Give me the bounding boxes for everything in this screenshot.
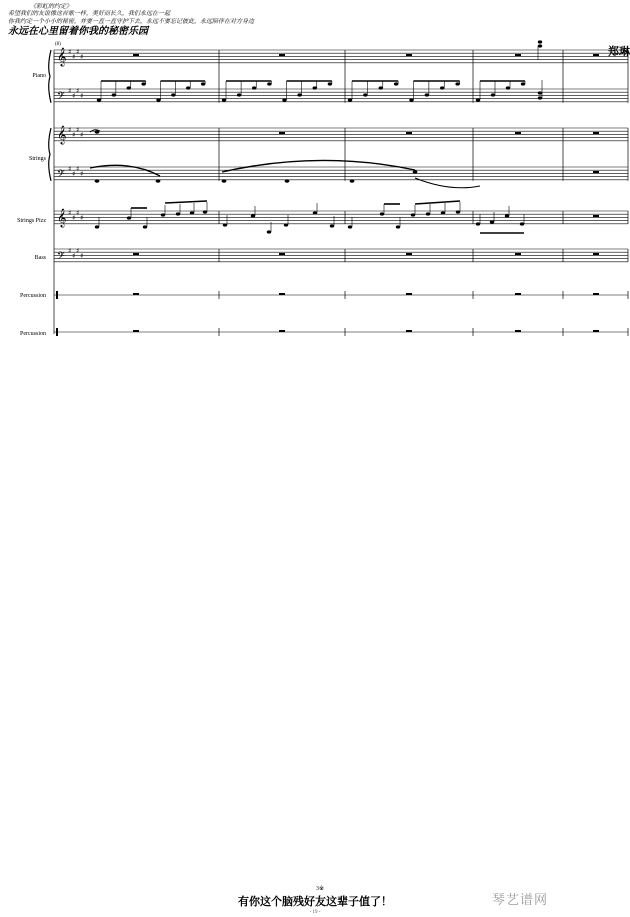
watermark: 琴艺谱网 xyxy=(492,893,549,908)
notehead xyxy=(330,224,334,227)
notehead xyxy=(379,86,383,89)
notehead xyxy=(156,98,160,101)
notehead xyxy=(112,93,116,96)
notehead xyxy=(350,179,355,182)
sharp-sign: ♯ xyxy=(76,247,80,255)
notehead xyxy=(440,86,444,89)
notehead xyxy=(491,93,495,96)
notehead xyxy=(490,220,494,223)
notehead xyxy=(538,91,542,94)
beam xyxy=(165,201,207,203)
footer-caption: 有你这个脑残好友这辈子值了！ xyxy=(238,895,392,908)
whole-rest xyxy=(593,132,599,134)
sharp-sign: ♯ xyxy=(80,170,84,178)
notehead xyxy=(394,82,398,85)
notehead xyxy=(538,40,542,43)
instrument-label-strings-pizz: Strings Pizz xyxy=(17,218,46,224)
treble-clef: 𝄞 xyxy=(57,208,67,227)
whole-rest xyxy=(593,253,599,255)
whole-rest xyxy=(515,330,521,332)
notehead xyxy=(141,82,145,85)
whole-rest xyxy=(279,54,285,56)
notehead xyxy=(222,179,227,182)
whole-rest xyxy=(593,171,599,173)
notehead xyxy=(456,210,460,213)
whole-rest xyxy=(406,330,412,332)
sharp-sign: ♯ xyxy=(72,170,76,178)
notehead xyxy=(143,225,147,228)
sharp-sign: ♯ xyxy=(68,126,72,134)
notehead xyxy=(441,211,445,214)
sharp-sign: ♯ xyxy=(76,165,80,173)
notehead xyxy=(313,211,317,214)
percussion-clef xyxy=(56,291,58,299)
bass-clef: 𝄢 xyxy=(57,168,65,182)
treble-clef: 𝄞 xyxy=(57,125,67,144)
sharp-sign: ♯ xyxy=(80,214,84,222)
instrument-label-bass: Bass xyxy=(34,255,46,261)
whole-rest xyxy=(406,293,412,295)
brace xyxy=(49,50,51,103)
header-subtitle: 永远在心里留着你我的秘密乐园 xyxy=(8,26,148,37)
notehead xyxy=(411,213,415,216)
notehead xyxy=(127,86,131,89)
notehead xyxy=(252,86,256,89)
notehead xyxy=(203,210,207,213)
beam xyxy=(415,201,460,204)
notehead xyxy=(95,179,100,182)
whole-rest xyxy=(133,54,139,56)
notehead xyxy=(97,98,101,101)
whole-rest xyxy=(133,293,139,295)
whole-rest xyxy=(515,293,521,295)
notehead xyxy=(267,230,271,233)
notehead xyxy=(284,223,288,226)
notehead xyxy=(413,170,418,173)
sharp-sign: ♯ xyxy=(76,87,80,95)
sharp-sign: ♯ xyxy=(76,209,80,217)
page-number: - 19 - xyxy=(309,910,321,915)
sharp-sign: ♯ xyxy=(68,48,72,56)
brace xyxy=(49,128,51,181)
bass-clef: 𝄢 xyxy=(57,250,65,264)
percussion-clef xyxy=(56,328,58,336)
notehead xyxy=(267,82,271,85)
notehead xyxy=(409,98,413,101)
sharp-sign: ♯ xyxy=(80,131,84,139)
whole-rest xyxy=(515,253,521,255)
notehead xyxy=(455,82,459,85)
notehead xyxy=(161,213,165,216)
notehead xyxy=(426,212,430,215)
notehead xyxy=(328,82,332,85)
notehead xyxy=(506,86,510,89)
sharp-sign: ♯ xyxy=(72,92,76,100)
notehead xyxy=(348,225,352,228)
notehead xyxy=(425,93,429,96)
notes xyxy=(95,40,599,332)
notehead xyxy=(285,179,290,182)
sharp-sign: ♯ xyxy=(76,48,80,56)
sharp-sign: ♯ xyxy=(76,126,80,134)
notehead xyxy=(186,86,190,89)
notehead xyxy=(476,222,480,225)
whole-rest xyxy=(279,132,285,134)
notehead xyxy=(95,225,99,228)
notehead xyxy=(476,98,480,101)
slur xyxy=(415,178,480,188)
whole-rest xyxy=(593,293,599,295)
notehead xyxy=(363,93,367,96)
notehead xyxy=(237,93,241,96)
sharp-sign: ♯ xyxy=(80,252,84,260)
notehead xyxy=(223,223,227,226)
notehead xyxy=(520,222,524,225)
whole-rest xyxy=(515,54,521,56)
instrument-label-piano: Piano xyxy=(32,73,46,79)
notehead xyxy=(505,214,509,217)
header-title: 《彩虹的约定》 xyxy=(30,3,73,10)
whole-rest xyxy=(406,132,412,134)
sharp-sign: ♯ xyxy=(72,214,76,222)
notehead xyxy=(201,82,205,85)
notehead xyxy=(282,98,286,101)
sharp-sign: ♯ xyxy=(68,209,72,217)
notehead xyxy=(538,96,542,99)
whole-rest xyxy=(515,132,521,134)
header-dedication-line: 你我约定一个小小的秘密，并要一直一直守护下去，永远不要忘记彼此，永远陪伴在对方身边 xyxy=(8,18,255,25)
sharp-sign: ♯ xyxy=(80,92,84,100)
treble-clef: 𝄞 xyxy=(57,47,67,66)
notehead xyxy=(251,214,255,217)
instrument-label-strings: Strings xyxy=(28,156,46,162)
sharp-sign: ♯ xyxy=(72,252,76,260)
notehead xyxy=(176,212,180,215)
rehearsal-mark: (8) xyxy=(55,42,61,47)
notehead xyxy=(396,225,400,228)
notehead xyxy=(521,82,525,85)
footer-number: 3※ xyxy=(316,886,325,892)
notehead xyxy=(156,179,161,182)
whole-rest xyxy=(406,54,412,56)
notehead xyxy=(171,93,175,96)
whole-rest xyxy=(133,330,139,332)
sharp-sign: ♯ xyxy=(72,53,76,61)
notehead xyxy=(222,98,226,101)
instrument-label-percussion: Percussion xyxy=(20,331,46,337)
whole-rest xyxy=(593,215,599,217)
bass-clef: 𝄢 xyxy=(57,90,65,104)
notehead xyxy=(297,93,301,96)
notehead xyxy=(127,216,131,219)
whole-rest xyxy=(279,293,285,295)
whole-rest xyxy=(133,253,139,255)
whole-rest xyxy=(593,54,599,56)
sharp-sign: ♯ xyxy=(72,131,76,139)
sharp-sign: ♯ xyxy=(80,53,84,61)
header-dedication-line: 希望我们的友谊像这首歌一样，美好而长久，我们永远在一起 xyxy=(8,10,171,17)
notehead xyxy=(348,98,352,101)
whole-rest xyxy=(279,330,285,332)
corner-signature: 郑琳 xyxy=(608,45,630,58)
notehead xyxy=(190,211,194,214)
sharp-sign: ♯ xyxy=(68,247,72,255)
whole-rest xyxy=(279,253,285,255)
sharp-sign: ♯ xyxy=(68,87,72,95)
notehead xyxy=(380,212,384,215)
whole-rest xyxy=(593,330,599,332)
whole-rest xyxy=(406,253,412,255)
score-markings xyxy=(49,47,480,336)
instrument-label-percussion: Percussion xyxy=(20,293,46,299)
notehead xyxy=(538,44,542,47)
notehead xyxy=(313,86,317,89)
sharp-sign: ♯ xyxy=(68,165,72,173)
